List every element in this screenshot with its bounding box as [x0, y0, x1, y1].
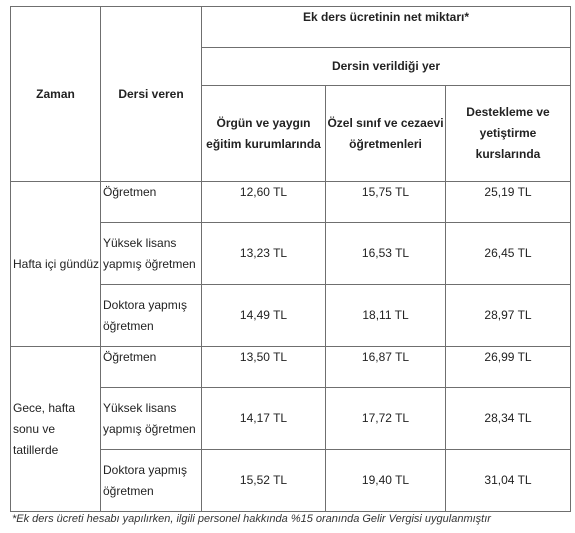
teacher-cell: Öğretmen	[101, 347, 202, 388]
value-cell: 26,45 TL	[446, 223, 571, 285]
value-cell: 12,60 TL	[202, 182, 326, 223]
table-row	[11, 347, 571, 388]
value-cell: 14,17 TL	[202, 388, 326, 450]
header-col-orgun: Örgün ve yaygın eğitim kurumlarında	[202, 86, 326, 182]
header-top-group: Ek ders ücretinin net miktarı*	[202, 7, 571, 48]
value-cell: 19,40 TL	[326, 450, 446, 512]
value-cell: 16,87 TL	[326, 347, 446, 388]
header-dersi-veren: Dersi veren	[101, 7, 202, 182]
value-cell: 16,53 TL	[326, 223, 446, 285]
table-row	[11, 182, 571, 223]
teacher-cell: Öğretmen	[101, 182, 202, 223]
value-cell: 25,19 TL	[446, 182, 571, 223]
value-cell: 26,99 TL	[446, 347, 571, 388]
fee-table	[10, 6, 571, 512]
teacher-cell: Yüksek lisans yapmış öğretmen	[101, 388, 202, 450]
time-cell-weekday: Hafta içi gündüz	[11, 182, 101, 347]
teacher-cell: Doktora yapmış öğretmen	[101, 450, 202, 512]
time-cell-night-weekend: Gece, hafta sonu ve tatillerde	[11, 347, 101, 512]
header-col-ozel: Özel sınıf ve cezaevi öğretmenleri	[326, 86, 446, 182]
header-sub-group: Dersin verildiği yer	[202, 48, 571, 86]
header-zaman: Zaman	[11, 7, 101, 182]
value-cell: 15,75 TL	[326, 182, 446, 223]
teacher-cell: Doktora yapmış öğretmen	[101, 285, 202, 347]
value-cell: 13,23 TL	[202, 223, 326, 285]
teacher-cell: Yüksek lisans yapmış öğretmen	[101, 223, 202, 285]
header-col-destekleme: Destekleme ve yetiştirme kurslarında	[446, 86, 571, 182]
value-cell: 15,52 TL	[202, 450, 326, 512]
value-cell: 18,11 TL	[326, 285, 446, 347]
value-cell: 17,72 TL	[326, 388, 446, 450]
value-cell: 14,49 TL	[202, 285, 326, 347]
value-cell: 13,50 TL	[202, 347, 326, 388]
value-cell: 31,04 TL	[446, 450, 571, 512]
value-cell: 28,34 TL	[446, 388, 571, 450]
footnote: *Ek ders ücreti hesabı yapılırken, ilgili personel hakkında %15 oranında Gelir Vergisi uygulanmıştır	[12, 513, 491, 525]
value-cell: 28,97 TL	[446, 285, 571, 347]
